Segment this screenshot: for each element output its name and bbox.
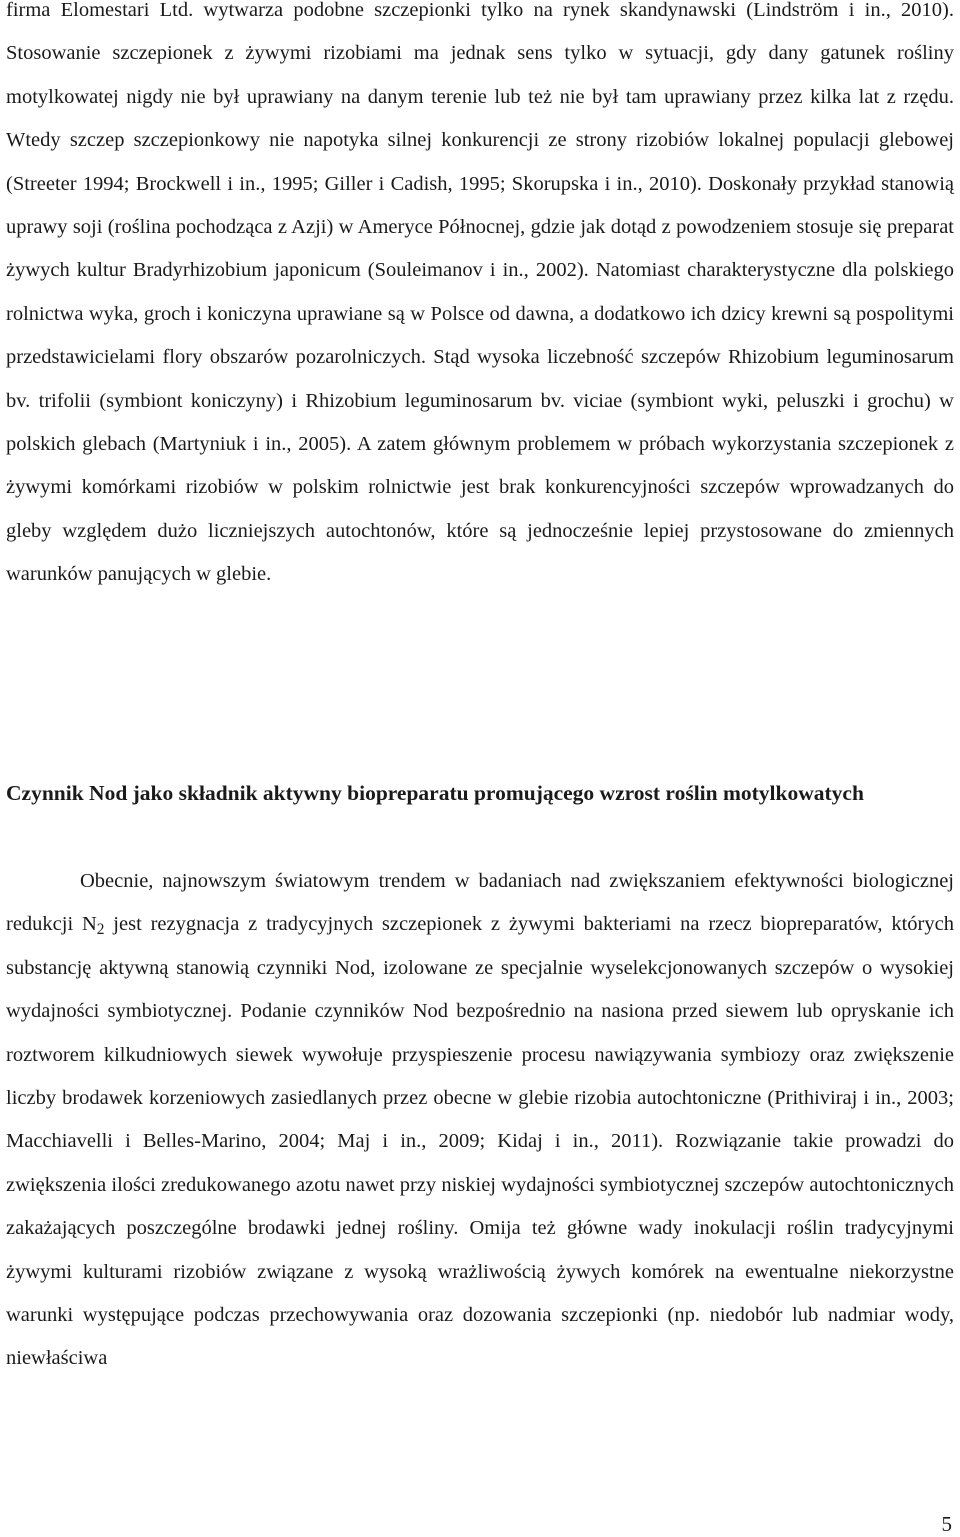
page-number: 5 [941,1512,952,1536]
body-paragraph-1: firma Elomestari Ltd. wytwarza podobne szczepionki tylko na rynek skandynawski (Lindström i in., 2010). Stosowanie szczepionek z żywymi rizobiami ma jednak sens tylko w sytuacji, gdy dany gatunek rośliny motylkowatej nigdy nie był uprawiany na danym terenie lub też nie był tam uprawiany przez kilka lat z rzędu. Wtedy szczep szczepionkowy nie napotyka silnej konkurencji ze strony rizobiów lokalnej populacji glebowej (Streeter 1994; Brockwell i in., 1995; Giller i Cadish, 1995; Skorupska i in., 2010). Doskonały przykład stanowią uprawy soji (roślina pochodząca z Azji) w Ameryce Północnej, gdzie jak dotąd z powodzeniem stosuje się preparat żywych kultur Bradyrhizobium japonicum (Souleimanov i in., 2002). Natomiast charakterystyczne dla polskiego rolnictwa wyka, groch i koniczyna uprawiane są w Polsce od dawna, a dodatkowo ich dzicy krewni są pospolitymi przedstawicielami flory obszarów pozarolniczych. Stąd wysoka liczebność szczepów Rhizobium leguminosarum bv. trifolii (symbiont koniczyny) i Rhizobium leguminosarum bv. viciae (symbiont wyki, peluszki i grochu) w polskich glebach (Martyniuk i in., 2005). A zatem głównym problemem w próbach wykorzystania szczepionek z żywymi komórkami rizobiów w polskim rolnictwie jest brak konkurencyjności szczepów wprowadzanych do gleby względem dużo liczniejszych autochtonów, które są jednocześnie lepiej przystosowane do zmiennych warunków panujących w glebie. [6,0,954,586]
paragraph-2-text-start: Obecnie, najnowszym światowym trendem w badaniach nad zwiększaniem efektywności biologicznej redukcji N [6,870,954,936]
nitrogen-subscript: 2 [96,921,105,939]
section-heading: Czynnik Nod jako składnik aktywny biopreparatu promującego wzrost roślin motylkowatych [6,781,864,805]
paragraph-2-text-rest: jest rezygnacja z tradycyjnych szczepionek z żywymi bakteriami na rzecz biopreparatów, których substancję aktywną stanowią czynniki Nod, izolowane ze specjalnie wyselekcjonowanych szczepów o wysokiej wydajności symbiotycznej. Podanie czynników Nod bezpośrednio na nasiona przed siewem lub opryskanie ich roztworem kilkudniowych siewek wywołuje przyspieszenie procesu nawiązywania symbiozy oraz zwiększenie liczby brodawek korzeniowych zasiedlanych przez obecne w glebie rizobia autochtoniczne (Prithiviraj i in., 2003; Macchiavelli i Belles-Marino, 2004; Maj i in., 2009; Kidaj i in., 2011). Rozwiązanie takie prowadzi do zwiększenia ilości zredukowanego azotu nawet przy niskiej wydajności symbiotycznej szczepów autochtonicznych zakażających poszczególne brodawki jednej rośliny. Omija też główne wady inokulacji roślin tradycyjnymi żywymi kulturami rizobiów związane z wysoką wrażliwością żywych komórek na ewentualne niekorzystne warunki występujące podczas przechowywania oraz dozowania szczepionki (np. niedobór lub nadmiar wody, niewłaściwa [6,913,954,1370]
body-paragraph-2 [6,860,954,1381]
